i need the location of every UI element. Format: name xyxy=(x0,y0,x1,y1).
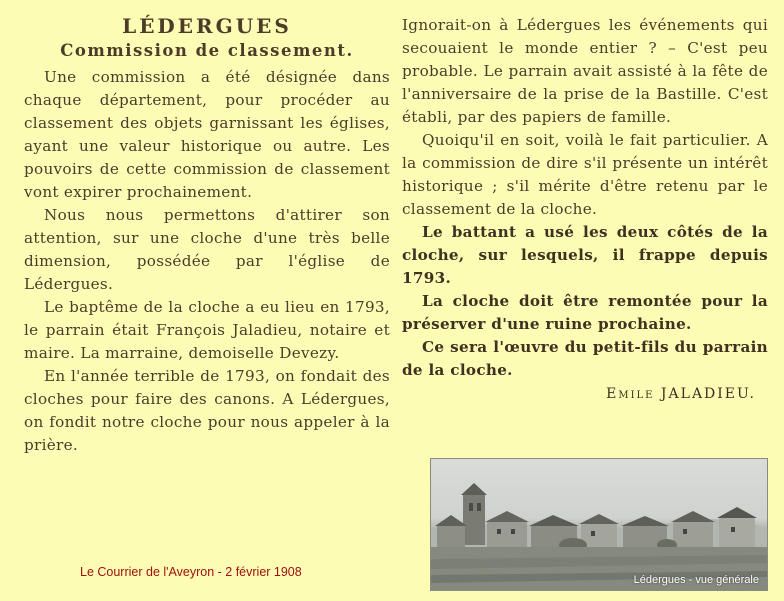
village-photo-drawing xyxy=(431,459,767,590)
paragraph-attention: Nous nous permettons d'attirer son attention, sur une cloche d'une très belle dimension, possédée par l'église de Lédergues. xyxy=(24,206,390,293)
paragraph-commission: Une commission a été désignée dans chaque département, pour procéder au classement des objets garnissant les églises, ayant une valeur historique ou autre. Les pouvoirs de cette commission de classement vont expirer prochainement. xyxy=(24,68,390,201)
paragraph-quoiquil: Quoiqu'il en soit, voilà le fait particulier. A la commission de dire s'il présente un intérêt historique ; s'il mérite d'être retenu par le classement de la cloche. xyxy=(402,131,768,218)
paragraph-oeuvre: Ce sera l'œuvre du petit-fils du parrain de la cloche. xyxy=(402,338,768,379)
article-left-column xyxy=(24,14,390,457)
paragraph-bapteme: Le baptême de la cloche a eu lieu en 1793, le parrain était François Jaladieu, notaire et maire. La marraine, demoiselle Devezy. xyxy=(24,298,390,362)
paragraph-ignorait: Ignorait-on à Lédergues les événements qui secouaient le monde entier ? – C'est peu probable. Le parrain avait assisté à la fête de l'anniversaire de la prise de la Bastille. C'est établi, par des papiers de famille. xyxy=(402,16,768,126)
article-right-column xyxy=(402,14,768,402)
author-signature: Emile JALADIEU. xyxy=(606,386,756,402)
paragraph-remontee: La cloche doit être remontée pour la préserver d'une ruine prochaine. xyxy=(402,292,768,333)
paragraph-annee-terrible: En l'année terrible de 1793, on fondait des cloches pour faire des canons. A Lédergues, on fondit notre cloche pour nous appeler à la prière. xyxy=(24,367,390,454)
newspaper-source: Le Courrier de l'Aveyron - 2 février 1908 xyxy=(80,565,302,579)
paragraph-battant: Le battant a usé les deux côtés de la cloche, sur lesquels, il frappe depuis 1793. xyxy=(402,223,768,287)
section-title: Commission de classement. xyxy=(60,41,354,60)
village-photo xyxy=(430,458,768,591)
town-title: LÉDERGUES xyxy=(122,14,292,38)
photo-caption: Lédergues - vue générale xyxy=(633,574,759,586)
